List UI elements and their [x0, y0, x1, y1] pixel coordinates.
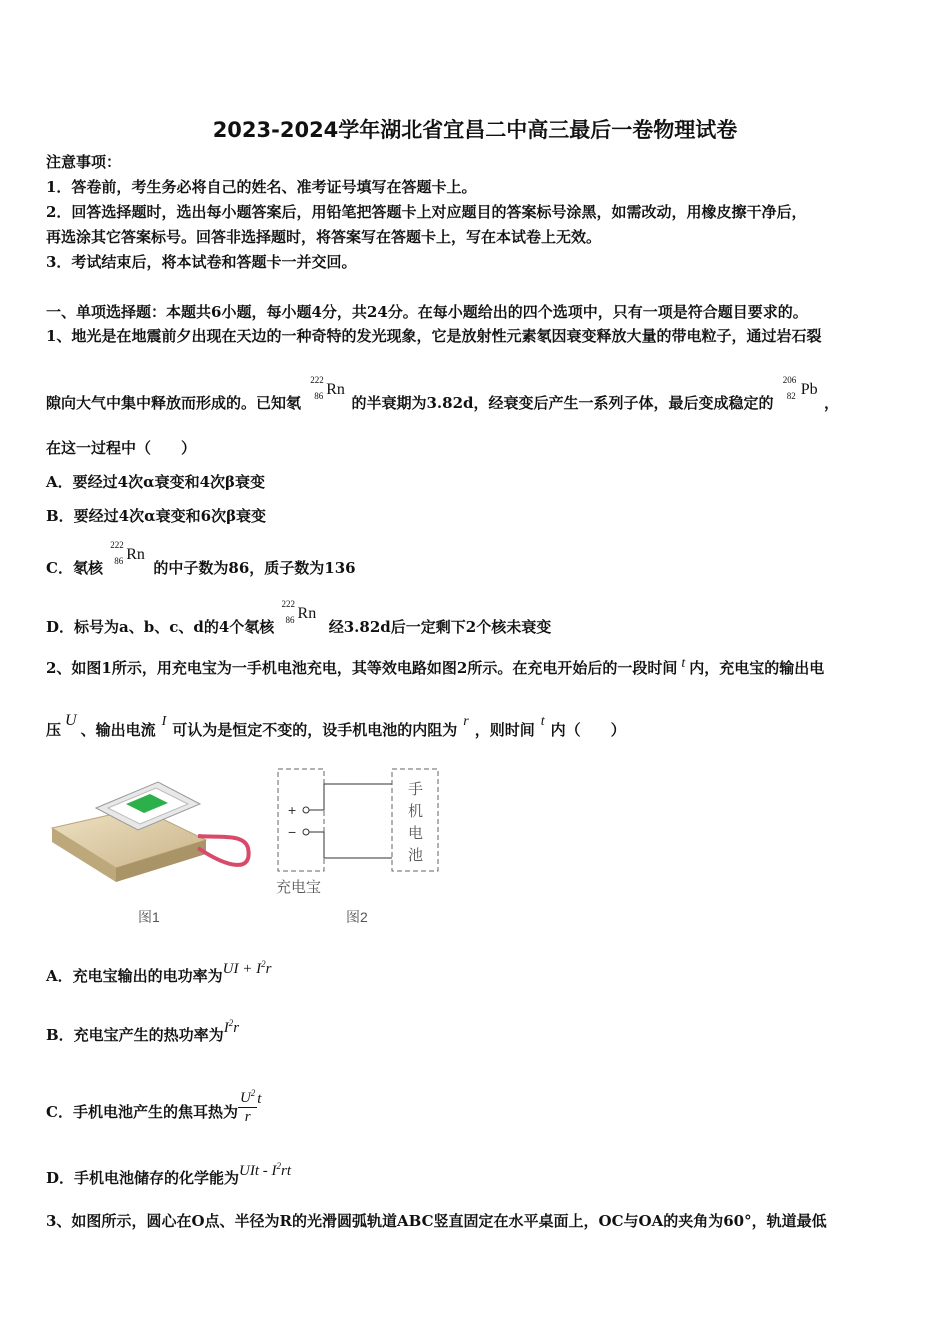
power-bank-box: [278, 769, 324, 871]
q1-stem-line1: 1、地光是在地震前夕出现在天边的一种奇特的发光现象，它是放射性元素氡因衰变释放大量的带电粒子，通过岩石裂: [46, 327, 822, 345]
q2-stem-line1: 2、如图1所示，用充电宝为一手机电池充电，其等效电路如图2所示。在充电开始后的一段时间 t 内，充电宝的输出电: [46, 656, 825, 677]
q2-option-c: C．手机电池产生的焦耳热为 $\frac{U^2}{r}$ t: [46, 1092, 261, 1134]
minus-sign: −: [288, 824, 297, 840]
phone-label-char: 机: [408, 802, 424, 820]
positive-terminal: [303, 807, 309, 813]
q1-option-d: D．标号为a、b、c、d的4个氡核 222 86 Rn 经3.82d后一定剩下2个核未衰变: [46, 599, 552, 636]
notice-item: 2．回答选择题时，选出每小题答案后，用铅笔把答题卡上对应题目的答案标号涂黑，如需改动，用橡皮擦干净后，: [46, 203, 807, 221]
notice-heading: 注意事项：: [46, 153, 122, 171]
figure-2-circuit: [272, 766, 452, 902]
plus-sign: +: [288, 802, 297, 818]
q2-option-d: D．手机电池储存的化学能为UIt - $I^2rt$: [46, 1161, 292, 1187]
q1-stem-line3: 在这一过程中（ ）: [46, 439, 197, 457]
notice-item: 再选涂其它答案标号。回答非选择题时，将答案写在答题卡上，写在本试卷上无效。: [46, 228, 602, 246]
q3-stem-line1: 3、如图所示，圆心在O点、半径为R的光滑圆弧轨道ABC竖直固定在水平桌面上，OC与OA的夹角为60°，轨道最低: [46, 1212, 827, 1230]
phone-label-char: 电: [408, 824, 424, 842]
phone-label-char: 池: [408, 846, 424, 864]
q2-option-a: A．充电宝输出的电功率为UI + $I^2r$: [46, 959, 272, 985]
q1-option-b: B．要经过4次α衰变和6次β衰变: [46, 507, 267, 525]
figure-1-caption: 图1: [138, 909, 160, 925]
q1-option-a: A．要经过4次α衰变和4次β衰变: [46, 473, 266, 491]
q2-option-b: B．充电宝产生的热功率为$I^2r$: [46, 1018, 240, 1044]
radon-isotope: 222 86 Rn: [110, 540, 145, 566]
power-bank-label: 充电宝: [276, 878, 322, 896]
q1-stem-line2: 隙向大气中集中释放而形成的。已知氡 222 86 Rn 的半衰期为3.82d，经衰变后产生一系列子体，最后变成稳定的 206 82 Pb ，: [46, 375, 839, 412]
notice-item: 1．答卷前，考生务必将自己的姓名、准考证号填写在答题卡上。: [46, 178, 477, 196]
q1-option-c: C．氡核 222 86 Rn 的中子数为86，质子数为136: [46, 540, 356, 577]
lead-isotope: 206 82 Pb: [782, 375, 818, 401]
radon-isotope: 222 86 Rn: [281, 599, 317, 625]
figure-2-caption: 图2: [346, 909, 368, 925]
radon-isotope: 222 86 Rn: [310, 375, 345, 401]
notice-item: 3．考试结束后，将本试卷和答题卡一并交回。: [46, 253, 357, 271]
q2-stem-line2: 压U、输出电流 I 可认为是恒定不变的，设手机电池的内阻为 r ，则时间 t 内（ ）: [46, 712, 626, 739]
figure-1-powerbank-phone: [48, 778, 258, 888]
page-title: 2023-2024学年湖北省宜昌二中高三最后一卷物理试卷: [212, 118, 738, 142]
section-heading: 一、单项选择题：本题共6小题，每小题4分，共24分。在每小题给出的四个选项中，只有一项是符合题目要求的。: [46, 303, 808, 321]
negative-terminal: [303, 829, 309, 835]
phone-label-char: 手: [408, 780, 424, 798]
